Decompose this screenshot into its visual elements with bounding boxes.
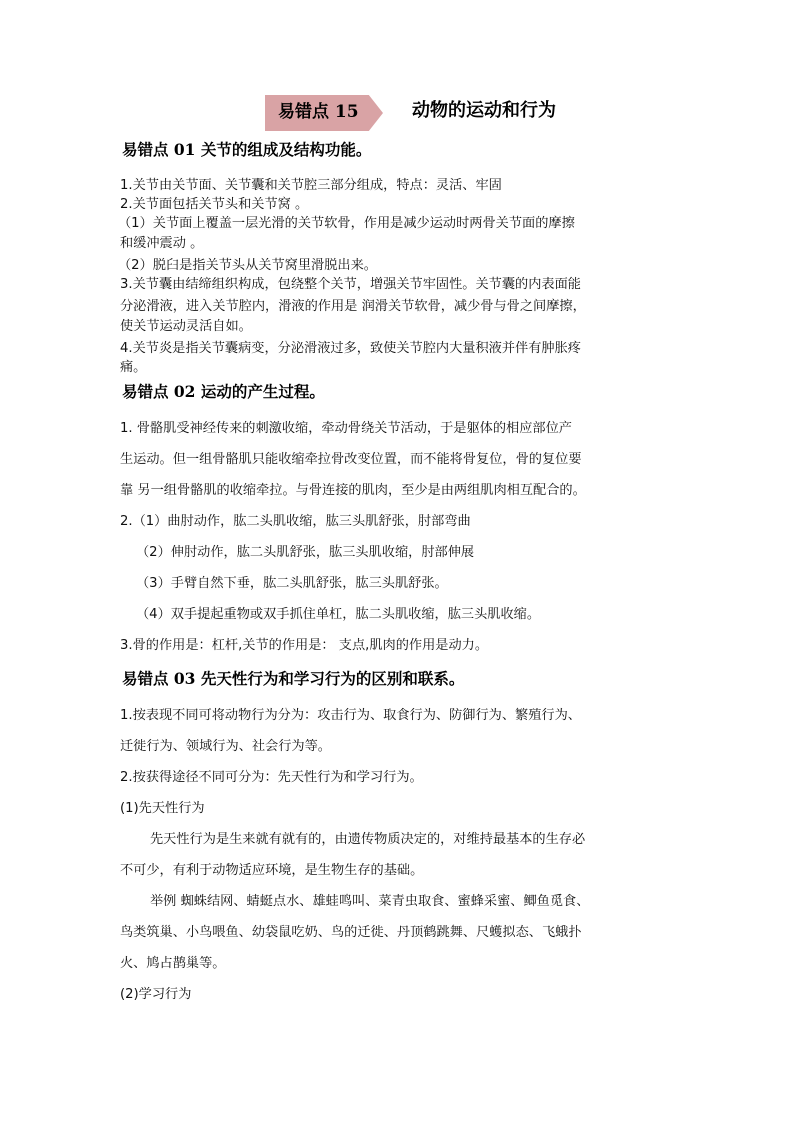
text-line: （4）双手提起重物或双手抓住单杠，肱二头肌收缩，肱三头肌收缩。 [136, 607, 541, 622]
text-line: 4.关节炎是指关节囊病变，分泌滑液过多，致使关节腔内大量积液并伴有肿胀疼 [120, 341, 581, 356]
text-line: 火、鸠占鹊巢等。 [120, 956, 226, 971]
text-line: 1.按表现不同可将动物行为分为：攻击行为、取食行为、防御行为、繁殖行为、 [120, 708, 581, 723]
text-line: 不可少，有利于动物适应环境，是生物生存的基础。 [120, 863, 424, 878]
text-line: 和缓冲震动 。 [120, 236, 204, 251]
section-heading: 易错点 02 运动的产生过程。 [122, 382, 325, 401]
text-line: 鸟类筑巢、小鸟喂鱼、幼袋鼠吃奶、鸟的迁徙、丹顶鹤跳舞、尺蠖拟态、飞蛾扑 [120, 925, 582, 940]
text-line: 3.关节囊由结缔组织构成，包绕整个关节，增强关节牢固性。关节囊的内表面能 [120, 277, 581, 292]
text-line: （3）手臂自然下垂，肱二头肌舒张，肱三头肌舒张。 [136, 576, 448, 591]
text-line: 1.关节由关节面、关节囊和关节腔三部分组成，特点：灵活、牢固 [120, 178, 502, 193]
text-line: 先天性行为是生来就有就有的，由遗传物质决定的，对维持最基本的生存必 [150, 832, 586, 847]
text-line: 2.关节面包括关节头和关节窝 。 [120, 197, 309, 212]
text-line: 2.（1）曲肘动作，肱二头肌收缩，肱三头肌舒张，肘部弯曲 [120, 514, 471, 529]
text-line: 2.按获得途径不同可分为：先天性行为和学习行为。 [120, 770, 423, 785]
text-line: 使关节运动灵活自如。 [120, 319, 252, 334]
section-heading: 易错点 03 先天性行为和学习行为的区别和联系。 [122, 669, 465, 688]
text-line: 靠 另一组骨骼肌的收缩牵拉。与骨连接的肌肉，至少是由两组肌肉相互配合的。 [120, 483, 586, 498]
text-line: （1）关节面上覆盖一层光滑的关节软骨，作用是减少运动时两骨关节面的摩擦 [118, 216, 575, 231]
text-line: （2）伸肘动作，肱二头肌舒张，肱三头肌收缩，肘部伸展 [136, 545, 475, 560]
text-line: (2)学习行为 [120, 987, 192, 1002]
section-heading: 易错点 01 关节的组成及结构功能。 [122, 140, 372, 159]
text-line: (1)先天性行为 [120, 801, 205, 816]
text-line: 3.骨的作用是：杠杆,关节的作用是： 支点,肌肉的作用是动力。 [120, 638, 489, 653]
page-title: 动物的运动和行为 [412, 100, 556, 121]
text-line: （2）脱臼是指关节头从关节窝里滑脱出来。 [118, 258, 377, 273]
text-line: 痛。 [120, 360, 147, 375]
text-line: 举例 蜘蛛结网、蜻蜓点水、雄蛙鸣叫、菜青虫取食、蜜蜂采蜜、鲫鱼觅食、 [150, 894, 590, 909]
title-label: 易错点 15 [278, 102, 359, 122]
text-line: 迁徙行为、领域行为、社会行为等。 [120, 739, 331, 754]
text-line: 1. 骨骼肌受神经传来的刺激收缩，牵动骨绕关节活动，于是躯体的相应部位产 [120, 421, 572, 436]
text-line: 生运动。但一组骨骼肌只能收缩牵拉骨改变位置，而不能将骨复位，骨的复位要 [120, 452, 582, 467]
text-line: 分泌滑液，进入关节腔内，滑液的作用是 润滑关节软骨，减少骨与骨之间摩擦， [120, 299, 586, 314]
